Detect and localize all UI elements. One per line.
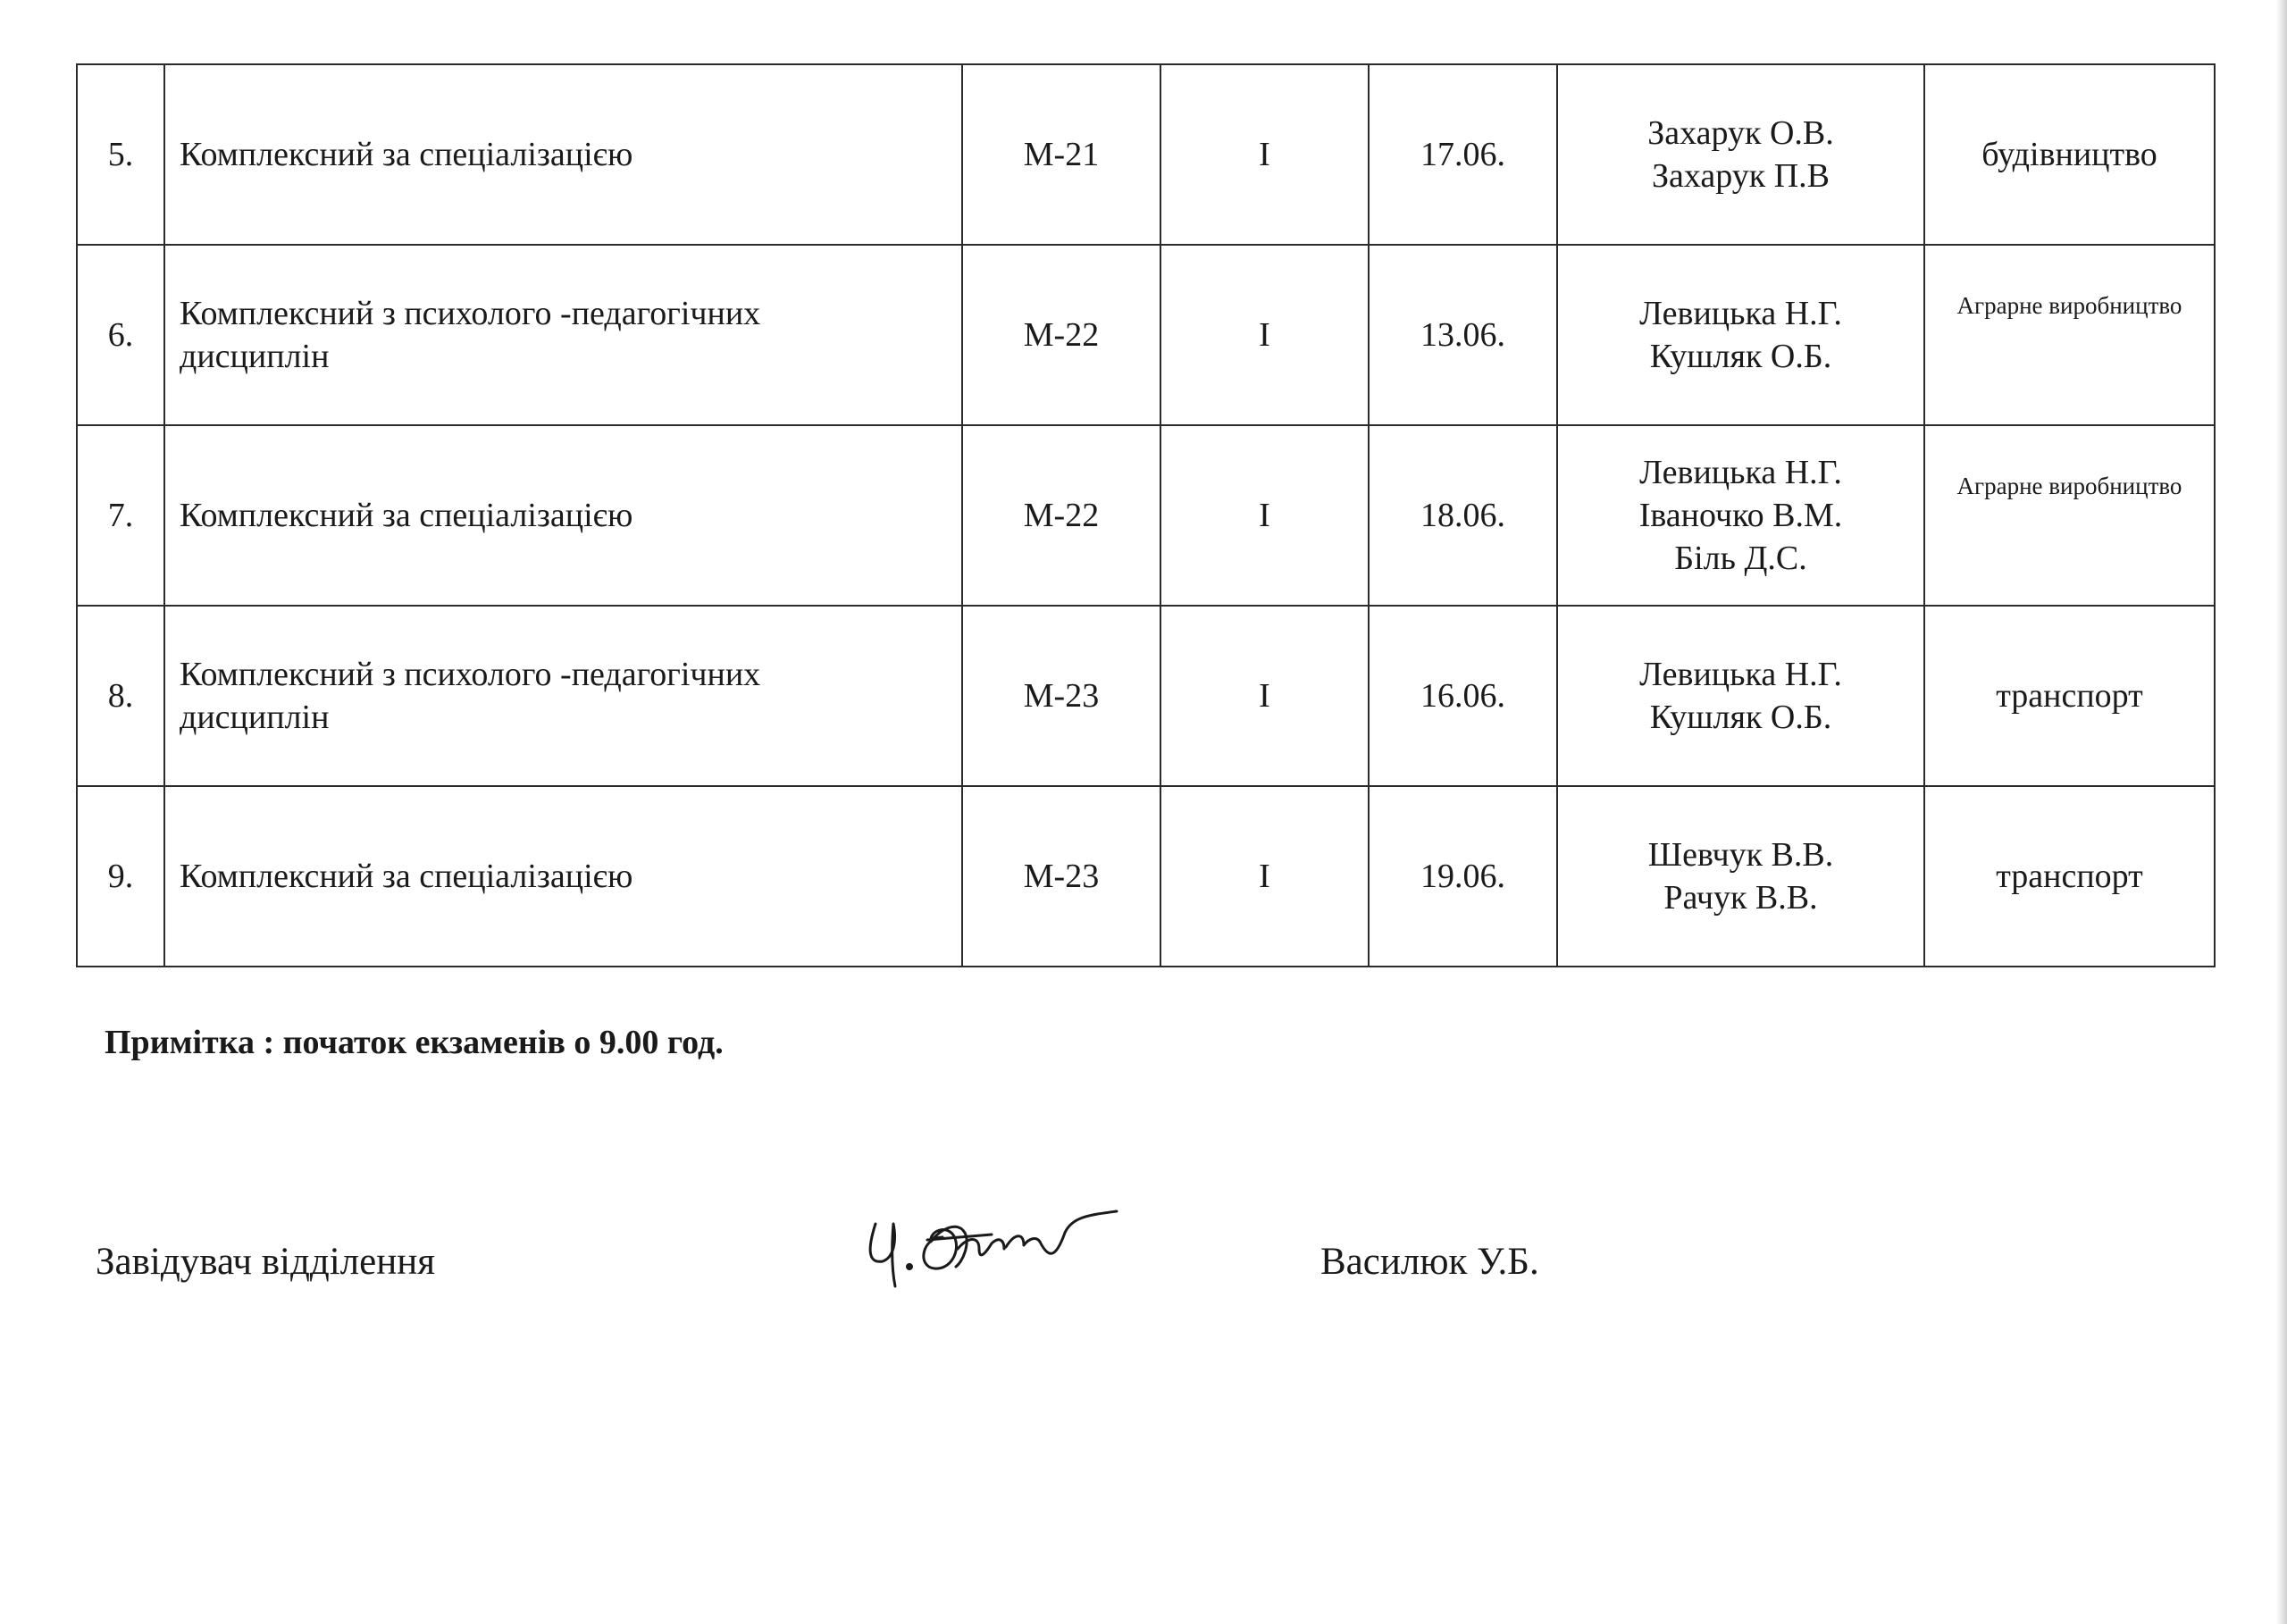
subject-cell (164, 786, 962, 967)
field-label: будівництво (1981, 136, 2157, 173)
field-cell (1924, 606, 2215, 786)
course-cell: І (1160, 786, 1369, 967)
group-cell: М-23 (962, 606, 1160, 786)
field-cell (1924, 64, 2215, 245)
examiner-name: Рачук В.В. (1663, 879, 1818, 917)
group-cell: М-22 (962, 245, 1160, 425)
exam-schedule-table (76, 63, 2216, 967)
table-row (77, 606, 2215, 786)
field-label: Аграрне виробництво (1956, 292, 2182, 319)
exam-start-note: Примітка : початок екзаменів о 9.00 год. (105, 1024, 724, 1061)
course-cell: І (1160, 606, 1369, 786)
subject-cell (164, 245, 962, 425)
examiner-name: Левицька Н.Г. (1639, 295, 1842, 332)
table-row (77, 786, 2215, 967)
table-row (77, 245, 2215, 425)
handwritten-signature (858, 1197, 1161, 1295)
row-number-cell: 6. (77, 245, 164, 425)
date-cell: 13.06. (1369, 245, 1557, 425)
row-number-cell: 8. (77, 606, 164, 786)
course-cell: І (1160, 425, 1369, 606)
date-cell: 19.06. (1369, 786, 1557, 967)
field-label: Аграрне виробництво (1956, 473, 2182, 499)
course-cell: І (1160, 64, 1369, 245)
row-number-cell: 5. (77, 64, 164, 245)
date-cell: 17.06. (1369, 64, 1557, 245)
subject-cell (164, 606, 962, 786)
examiner-name: Захарук П.В (1651, 157, 1830, 195)
department-head-title: Завідувач відділення (96, 1241, 436, 1283)
examiners-cell (1557, 64, 1924, 245)
date-cell: 18.06. (1369, 425, 1557, 606)
field-cell (1924, 245, 2215, 425)
subject-line: Комплексний за спеціалізацією (180, 858, 633, 895)
field-cell (1924, 786, 2215, 967)
subject-line: Комплексний з психолого -педагогічних (180, 656, 761, 693)
page-edge-shadow (2276, 0, 2287, 1624)
examiners-cell (1557, 606, 1924, 786)
subject-cell (164, 64, 962, 245)
examiner-name: Левицька Н.Г. (1639, 656, 1842, 693)
subject-line: Комплексний з психолого -педагогічних (180, 295, 761, 332)
examiner-name: Захарук О.В. (1647, 114, 1834, 152)
examiner-name: Кушляк О.Б. (1649, 699, 1832, 736)
group-cell: М-21 (962, 64, 1160, 245)
subject-cell (164, 425, 962, 606)
row-number-cell: 7. (77, 425, 164, 606)
table-row (77, 425, 2215, 606)
examiners-cell (1557, 786, 1924, 967)
examiners-cell (1557, 425, 1924, 606)
examiner-name: Кушляк О.Б. (1649, 338, 1832, 375)
field-cell (1924, 425, 2215, 606)
field-label: транспорт (1996, 858, 2143, 895)
table-row (77, 64, 2215, 245)
course-cell: І (1160, 245, 1369, 425)
subject-line: Комплексний за спеціалізацією (180, 497, 633, 534)
subject-line: дисциплін (180, 699, 330, 736)
examiner-name: Шевчук В.В. (1647, 836, 1834, 874)
examiner-name: Іваночко В.М. (1638, 497, 1843, 534)
examiner-name: Левицька Н.Г. (1639, 454, 1842, 491)
subject-line: дисциплін (180, 338, 330, 375)
examiner-name: Біль Д.С. (1674, 540, 1807, 577)
examiners-cell (1557, 245, 1924, 425)
row-number-cell: 9. (77, 786, 164, 967)
date-cell: 16.06. (1369, 606, 1557, 786)
subject-line: Комплексний за спеціалізацією (180, 136, 633, 173)
group-cell: М-22 (962, 425, 1160, 606)
group-cell: М-23 (962, 786, 1160, 967)
exam-table-body (77, 64, 2215, 967)
department-head-name: Василюк У.Б. (1320, 1241, 1539, 1283)
field-label: транспорт (1996, 677, 2143, 715)
